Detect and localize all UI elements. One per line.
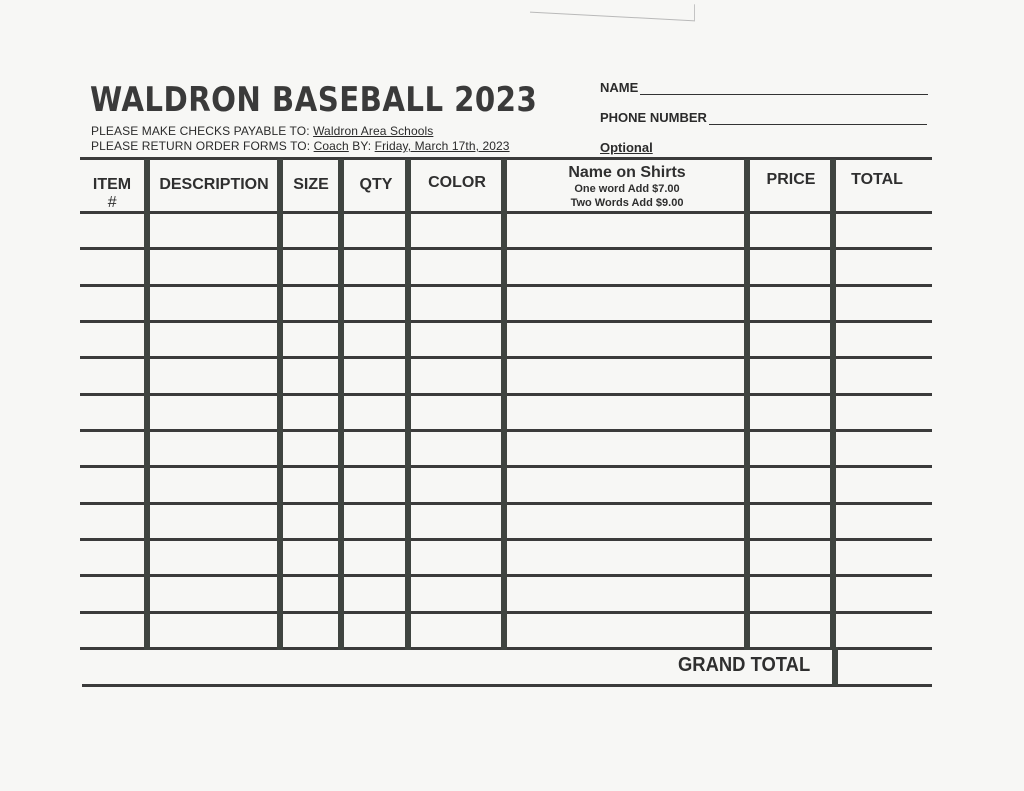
grand-total-bottom-rule — [82, 684, 932, 687]
header-item-number: # — [107, 194, 117, 211]
table-cell[interactable] — [750, 577, 828, 609]
table-cell[interactable] — [750, 468, 828, 500]
checks-payable-line — [91, 124, 433, 138]
table-cell[interactable] — [836, 287, 930, 319]
name-label: NAME — [600, 80, 639, 95]
header-description: DESCRIPTION — [159, 176, 269, 193]
table-cell[interactable] — [86, 396, 142, 428]
name-field[interactable] — [600, 80, 928, 95]
table-cell[interactable] — [411, 323, 499, 355]
table-cell[interactable] — [507, 250, 742, 282]
phone-line[interactable] — [709, 112, 927, 125]
checks-payable-label: PLEASE MAKE CHECKS PAYABLE TO: — [91, 124, 310, 138]
table-cell[interactable] — [283, 505, 336, 537]
table-cell[interactable] — [86, 323, 142, 355]
table-cell[interactable] — [750, 359, 828, 391]
due-date: Friday, March 17th, 2023 — [374, 139, 510, 153]
table-cell[interactable] — [836, 505, 930, 537]
table-cell[interactable] — [344, 396, 403, 428]
table-cell[interactable] — [750, 505, 828, 537]
table-cell[interactable] — [836, 432, 930, 464]
table-cell[interactable] — [86, 287, 142, 319]
table-cell[interactable] — [750, 432, 828, 464]
checks-payee: Waldron Area Schools — [313, 124, 434, 138]
table-cell[interactable] — [344, 541, 403, 573]
two-words-price-note: Two Words Add $9.00 — [570, 197, 684, 209]
header-price: PRICE — [766, 171, 816, 188]
table-cell[interactable] — [411, 541, 499, 573]
scan-edge-mark — [530, 0, 695, 21]
table-cell[interactable] — [836, 396, 930, 428]
header-qty: QTY — [359, 176, 393, 193]
table-cell[interactable] — [283, 287, 336, 319]
table-cell[interactable] — [150, 468, 275, 500]
table-cell[interactable] — [750, 250, 828, 282]
table-cell[interactable] — [507, 214, 742, 246]
table-cell[interactable] — [411, 577, 499, 609]
table-cell[interactable] — [411, 468, 499, 500]
table-cell[interactable] — [411, 214, 499, 246]
table-cell[interactable] — [86, 614, 142, 646]
table-cell[interactable] — [344, 323, 403, 355]
table-cell[interactable] — [411, 287, 499, 319]
table-cell[interactable] — [283, 577, 336, 609]
row-rule — [80, 647, 932, 650]
table-cell[interactable] — [150, 323, 275, 355]
table-cell[interactable] — [836, 250, 930, 282]
table-cell[interactable] — [836, 614, 930, 646]
return-to: Coach — [313, 139, 349, 153]
table-cell[interactable] — [86, 250, 142, 282]
table-cell[interactable] — [411, 359, 499, 391]
table-cell[interactable] — [750, 323, 828, 355]
table-cell[interactable] — [344, 287, 403, 319]
table-cell[interactable] — [836, 359, 930, 391]
name-line[interactable] — [640, 82, 928, 95]
table-cell[interactable] — [507, 614, 742, 646]
table-cell[interactable] — [836, 577, 930, 609]
table-cell[interactable] — [344, 432, 403, 464]
table-cell[interactable] — [750, 214, 828, 246]
table-cell[interactable] — [507, 323, 742, 355]
table-cell[interactable] — [411, 396, 499, 428]
table-cell[interactable] — [150, 214, 275, 246]
table-cell[interactable] — [283, 432, 336, 464]
header-item — [80, 176, 144, 212]
phone-label: PHONE NUMBER — [600, 110, 707, 125]
return-forms-label: PLEASE RETURN ORDER FORMS TO: — [91, 139, 311, 153]
table-cell[interactable] — [283, 323, 336, 355]
form-title: WALDRON BASEBALL 2023 — [90, 80, 538, 120]
table-cell[interactable] — [283, 250, 336, 282]
table-cell[interactable] — [344, 359, 403, 391]
table-cell[interactable] — [86, 432, 142, 464]
table-cell[interactable] — [86, 468, 142, 500]
table-cell[interactable] — [344, 505, 403, 537]
table-cell[interactable] — [344, 214, 403, 246]
one-word-price-note: One word Add $7.00 — [574, 183, 680, 195]
table-cell[interactable] — [507, 577, 742, 609]
table-cell[interactable] — [507, 505, 742, 537]
header-name-on-shirts-label: Name on Shirts — [568, 164, 686, 181]
table-cell[interactable] — [150, 396, 275, 428]
table-cell[interactable] — [750, 614, 828, 646]
return-forms-line — [91, 139, 510, 153]
table-cell[interactable] — [86, 577, 142, 609]
table-cell[interactable] — [411, 505, 499, 537]
table-cell[interactable] — [836, 468, 930, 500]
table-cell[interactable] — [283, 359, 336, 391]
header-item-label: ITEM — [92, 176, 132, 193]
table-cell[interactable] — [507, 432, 742, 464]
table-cell[interactable] — [836, 323, 930, 355]
table-cell[interactable] — [344, 250, 403, 282]
table-cell[interactable] — [150, 287, 275, 319]
table-cell[interactable] — [283, 396, 336, 428]
optional-label: Optional — [600, 140, 653, 155]
table-cell[interactable] — [750, 287, 828, 319]
table-cell[interactable] — [344, 577, 403, 609]
header-name-on-shirts — [508, 164, 746, 210]
table-cell[interactable] — [411, 432, 499, 464]
by-label: BY: — [352, 139, 372, 153]
table-cell[interactable] — [344, 614, 403, 646]
table-cell[interactable] — [411, 250, 499, 282]
table-cell[interactable] — [283, 468, 336, 500]
table-cell[interactable] — [411, 614, 499, 646]
header-color: COLOR — [428, 174, 486, 191]
table-cell[interactable] — [150, 541, 275, 573]
table-cell[interactable] — [507, 468, 742, 500]
table-cell[interactable] — [507, 359, 742, 391]
table-cell[interactable] — [150, 432, 275, 464]
grand-total-label: GRAND TOTAL — [678, 654, 811, 676]
table-cell[interactable] — [344, 468, 403, 500]
table-cell[interactable] — [150, 577, 275, 609]
table-cell[interactable] — [507, 396, 742, 428]
phone-field[interactable] — [600, 110, 927, 125]
table-cell[interactable] — [750, 541, 828, 573]
grand-total-cell[interactable] — [838, 648, 932, 682]
table-cell[interactable] — [86, 214, 142, 246]
table-cell[interactable] — [750, 396, 828, 428]
table-cell[interactable] — [283, 214, 336, 246]
table-cell[interactable] — [150, 614, 275, 646]
table-cell[interactable] — [86, 541, 142, 573]
header-total: TOTAL — [851, 171, 903, 188]
table-cell[interactable] — [150, 505, 275, 537]
table-cell[interactable] — [283, 541, 336, 573]
table-cell[interactable] — [836, 541, 930, 573]
table-cell[interactable] — [150, 359, 275, 391]
table-cell[interactable] — [836, 214, 930, 246]
table-cell[interactable] — [86, 359, 142, 391]
table-cell[interactable] — [150, 250, 275, 282]
table-cell[interactable] — [283, 614, 336, 646]
table-cell[interactable] — [507, 541, 742, 573]
header-size: SIZE — [293, 176, 329, 193]
table-cell[interactable] — [507, 287, 742, 319]
table-cell[interactable] — [86, 505, 142, 537]
table-top-rule — [80, 157, 932, 160]
